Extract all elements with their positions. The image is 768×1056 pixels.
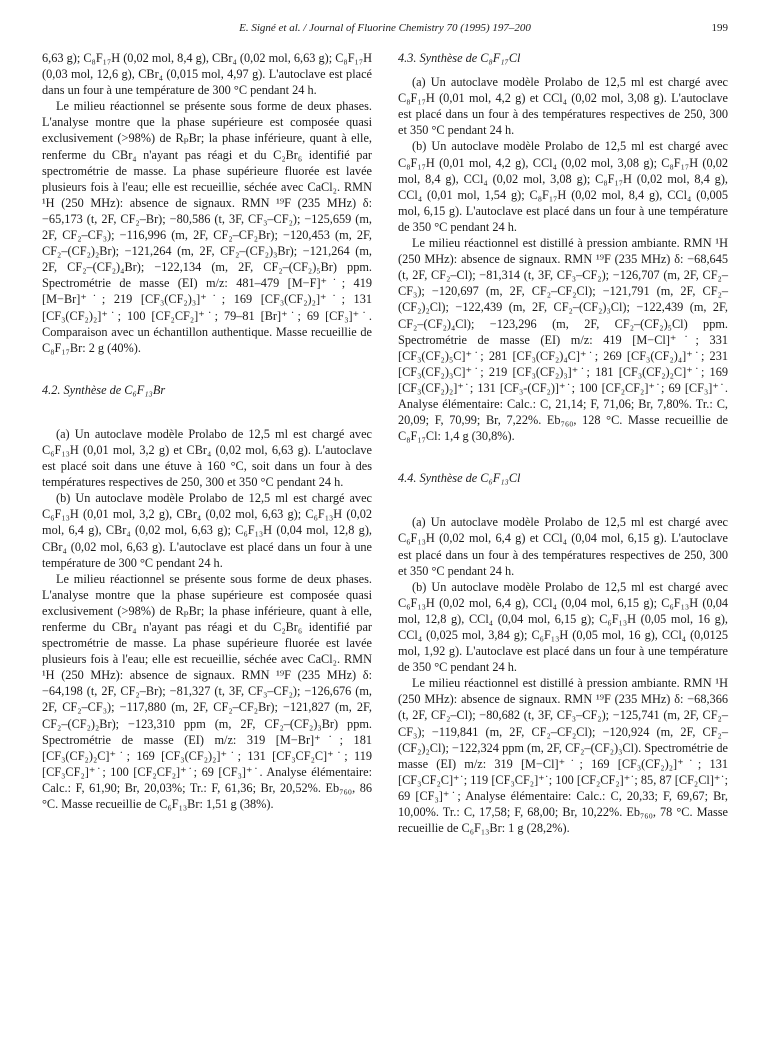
running-header [42,22,728,38]
paragraph-4-2-b: (b) Un autoclave modèle Prolabo de 12,5 ml est chargé avec C₆F₁₃H (0,01 mol, 3,2 g), CBr₄ (0,02 mol, 6,63 g); C₆F₁₃H (0,02 mol, 6,4 g), CBr₄ (0,02 mol, 6,63 g); C₆F₁₃H (0,04 mol, 12,8 g), CBr₄ (0,02 mol, 6,63 g). L'autoclave est placé dans un four à une température de 300 °C pendant 24 h. [42,491,372,570]
paragraph-4-4-a: (a) Un autoclave modèle Prolabo de 12,5 ml est chargé avec C₆F₁₃H (0,02 mol, 6,4 g) et CCl₄ (0,04 mol, 6,15 g). L'autoclave est placé dans un four à des températures respectives de 250, 300 et 350 °C pendant 24 h. [398,515,728,578]
page-number: 199 [711,22,728,34]
paragraph-c8f17cl-results: Le milieu réactionnel est distillé à pression ambiante. RMN ¹H (250 MHz): absence de signaux. RMN ¹⁹F (235 MHz) δ: −68,645 (t, 2F, CF₂–Cl); −81,314 (t, 3F, CF₃–CF₂); −126,707 (m, 2F, CF₂–CF₃); −120,697 (m, 2F, CF₂–CF₂Cl); −121,791 (m, 2F, CF₂–(CF₂)₂Cl); −122,439 (m, 2F, CF₂–(CF₂)₃Cl); −122,439 (m, 2F, CF₂–(CF₂)₄Cl); −123,296 (m, 2F, CF₂–(CF₂)₅Cl) ppm. Spectrométrie de masse (EI) m/z: 419 [M−Cl]⁺˙; 331 [CF₃(CF₂)₅C]⁺˙; 281 [CF₃(CF₂)₄C]⁺˙; 269 [CF₃(CF₂)₄]⁺˙; 231 [CF₃(CF₂)₃C]⁺˙; 219 [CF₃(CF₂)₃]⁺˙; 181 [CF₃(CF₂)₂C]⁺˙; 169 [CF₃(CF₂)₂]⁺˙; 131 [CF₃-(CF₂)]⁺˙; 100 [CF₂CF₂]⁺˙; 69 [CF₃]⁺˙. Analyse élémentaire: Calc.: C, 21,14; F, 71,06; Br, 7,80%. Tr.: C, 20,09; F, 70,99; Br, 7,22%. Eb₇₆₀, 128 °C. Masse recueillie de C₈F₁₇Cl: 1,4 g (30,8%). [398,236,728,444]
section-heading-4-2: 4.2. Synthèse de C₆F₁₃Br [42,382,166,397]
paragraph-4-2-a: (a) Un autoclave modèle Prolabo de 12,5 ml est chargé avec C₆F₁₃H (0,01 mol, 3,2 g) et CBr₄ (0,02 mol, 6,63 g). L'autoclave est placé soit dans une étuve à 160 °C, soit dans un four à des températures respectives de 250, 300 et 350 °C pendant 24 h. [42,426,372,490]
left-column [42,50,372,812]
paragraph-c8f17br-results: Le milieu réactionnel se présente sous forme de deux phases. L'analyse montre que la phase supérieure est composée quasi exclusivement (>98%) de RₚBr; la phase inférieure, quant à elle, renferme du CBr₄ n'ayant pas réagi et du C₂Br₆ identifié par spectrométrie de masse. La phase supérieure fluorée est lavée plusieurs fois à l'eau; elle est recueillie, séchée avec CaCl₂. RMN ¹H (250 MHz): absence de signaux. RMN ¹⁹F (235 MHz) δ: −65,173 (t, 2F, CF₂–Br); −80,586 (t, 3F, CF₃–CF₂); −125,659 (m, 2F, CF₂–CF₃); −116,996 (m, 2F, CF₂–CF₂Br); −120,453 (m, 2F, CF₂–(CF₂)₂Br); −121,264 (m, 2F, CF₂–(CF₂)₃Br); −121,264 (m, 2F, CF₂–(CF₂)₄Br); −122,134 (m, 2F, CF₂–(CF₂)₅Br) ppm. Spectrométrie de masse (EI) m/z: 481–479 [M−F]⁺˙; 419 [M−Br]⁺˙; 219 [CF₃(CF₂)₃]⁺˙; 169 [CF₃(CF₂)₂]⁺˙; 131 [CF₃(CF₂)₂]⁺˙; 100 [CF₂CF₂]⁺˙; 79–81 [Br]⁺˙; 69 [CF₃]⁺˙. Comparaison avec un échantillon authentique. Masse recueillie de C₈F₁₇Br: 2 g (40%). [42,99,372,355]
section-heading-4-3: 4.3. Synthèse de C₈F₁₇Cl [398,51,521,65]
paragraph-4-3-a: (a) Un autoclave modèle Prolabo de 12,5 ml est chargé avec C₈F₁₇H (0,01 mol, 4,2 g) et CCl₄ (0,02 mol, 3,08 g). L'autoclave est placé dans un four à des températures respectives de 250, 300 et 350 °C pendant 24 h. [398,75,728,138]
right-column [398,50,728,836]
paragraph-continuation: 6,63 g); C₈F₁₇H (0,02 mol, 8,4 g), CBr₄ (0,02 mol, 6,63 g); C₈F₁₇H (0,03 mol, 12,6 g), CBr₄ (0,015 mol, 4,97 g). L'autoclave est placé dans un four à une température de 300 °C pendant 24 h. [42,51,372,98]
paragraph-c6f13cl-results: Le milieu réactionnel est distillé à pression ambiante. RMN ¹H (250 MHz): absence de signaux. RMN ¹⁹F (235 MHz) δ: −68,366 (t, 2F, CF₂–Cl); −80,682 (t, 3F, CF₃–CF₂); −125,741 (m, 2F, CF₂–CF₃); −119,841 (m, 2F, CF₂–CF₂Cl); −120,924 (m, 2F, CF₂–(CF₂)₂Cl); −122,324 ppm (m, 2F, CF₂–(CF₂)₃Cl). Spectrométrie de masse (EI) m/z: 319 [M−Cl]⁺˙; 169 [CF₃(CF₂)₂]⁺˙; 131 [CF₃CF₂C]⁺˙; 119 [CF₃CF₂]⁺˙; 100 [CF₂CF₂]⁺˙; 85, 87 [CF₂Cl]⁺˙; 69 [CF₃]⁺˙; Analyse élémentaire: Calc.: C, 20,33; F, 69,67; Br, 10,00%. Tr.: C, 17,58; F, 68,00; Br, 10,22%. Eb₇₆₀, 78 °C. Masse recueillie de C₆F₁₃Br: 1 g (28,2%). [398,676,728,836]
paragraph-4-3-b: (b) Un autoclave modèle Prolabo de 12,5 ml est chargé avec C₈F₁₇H (0,01 mol, 4,2 g), CCl₄ (0,02 mol, 3,08 g); C₈F₁₇H (0,02 mol, 8,4 g), CCl₄ (0,02 mol, 3,08 g); C₈F₁₇H (0,02 mol, 8,4 g), CCl₄ (0,01 mol, 1,54 g); C₈F₁₇H (0,02 mol, 8,4 g), CCl₄ (0,005 mol, 6,15 g). L'autoclave est placé dans un four à une température de 350 °C pendant 24 h. [398,139,728,234]
paragraph-c6f13br-results: Le milieu réactionnel se présente sous forme de deux phases. L'analyse montre que la phase supérieure est composée quasi exclusivement (>98%) de RₚBr; la phase inférieure, quant à elle, renferme du CBr₄ n'ayant pas réagi et du C₂Br₆ identifié par spectrométrie de masse. La phase supérieure fluorée est lavée plusieurs fois à l'eau; elle est recueillie, séchée avec CaCl₂. RMN ¹H (250 MHz): absence de signaux. RMN ¹⁹F (235 MHz) δ: −64,198 (t, 2F, CF₂–Br); −81,327 (t, 3F, CF₃–CF₂); −126,676 (m, 2F, CF₂–CF₃); −117,880 (m, 2F, CF₂–CF₂Br); −121,827 (m, 2F, CF₂–(CF₂)₂Br); −123,310 ppm (m, 2F, CF₂–(CF₂)₃Br) ppm. Spectrométrie de masse (EI) m/z: 319 [M−Br]⁺˙; 181 [CF₃(CF₂)₂C]⁺˙; 169 [CF₃(CF₂)₂]⁺˙; 131 [CF₃CF₂C]⁺˙; 119 [CF₃CF₂]⁺˙; 100 [CF₂CF₂]⁺˙; 69 [CF₃]⁺˙. Analyse élémentaire: Calc.: F, 61,90; Br, 20,03%; Tr.: F, 61,36; Br, 20,52%. Eb₇₆₀, 86 °C. Masse recueillie de C₆F₁₃Br: 1,51 g (38%). [42,571,372,812]
paragraph-4-4-b: (b) Un autoclave modèle Prolabo de 12,5 ml est chargé avec C₆F₁₃H (0,02 mol, 6,4 g), CCl₄ (0,04 mol, 6,15 g); C₆F₁₃H (0,04 mol, 12,8 g), CCl₄ (0,04 mol, 6,15 g); C₆F₁₃H (0,05 mol, 16 g), CCl₄ (0,025 mol, 3,84 g); C₆F₁₃H (0,05 mol, 16 g), CCl₄ (0,0125 mol, 1,92 g). L'autoclave est placé dans un four à une température de 350 °C pendant 24 h. [398,579,728,675]
running-title: E. Signé et al. / Journal of Fluorine Chemistry 70 (1995) 197–200 [239,22,531,34]
section-heading-4-4: 4.4. Synthèse de C₆F₁₃Cl [398,471,521,486]
